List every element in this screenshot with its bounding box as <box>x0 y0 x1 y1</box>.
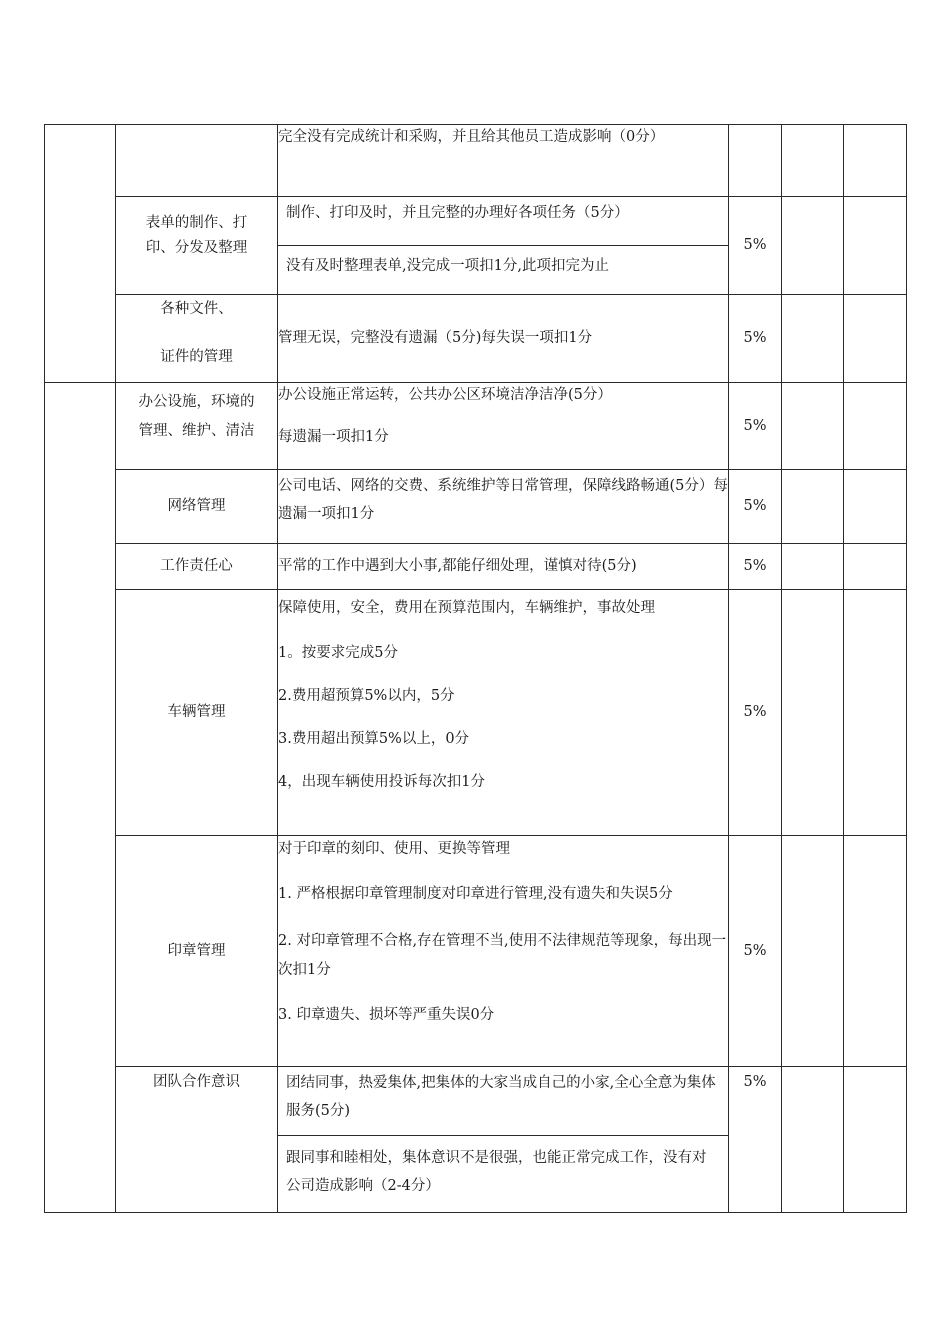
remark-cell <box>844 836 907 1067</box>
item-cell <box>116 125 278 197</box>
weight-cell <box>729 470 782 544</box>
item-label: 工作责任心 <box>160 558 233 574</box>
score-cell <box>782 836 844 1067</box>
item-cell <box>116 383 278 470</box>
item-label: 团队合作意识 <box>153 1074 240 1090</box>
table-row <box>45 125 907 197</box>
weight-cell <box>729 590 782 836</box>
remark-cell <box>844 470 907 544</box>
weight-cell <box>729 125 782 197</box>
item-label: 车辆管理 <box>167 704 226 720</box>
standard-text: 3. 印章遗失、损坏等严重失误0分 <box>278 1007 495 1023</box>
table-row <box>45 544 907 590</box>
weight-value: 5% <box>743 704 767 720</box>
standard-text: 办公设施正常运转，公共办公区环境洁净洁净(5分） <box>278 387 612 403</box>
assessment-table <box>44 124 907 1213</box>
table-row <box>45 470 907 544</box>
item-label: 网络管理 <box>167 498 226 514</box>
standard-cell <box>278 295 729 383</box>
item-label: 印章管理 <box>167 942 226 959</box>
score-cell <box>782 295 844 383</box>
weight-cell <box>729 544 782 590</box>
item-cell <box>116 1067 278 1213</box>
weight-value: 5% <box>743 558 767 574</box>
table-row <box>45 590 907 836</box>
table-row <box>45 197 907 295</box>
weight-cell <box>729 197 782 295</box>
standard-text: 4，出现车辆使用投诉每次扣1分 <box>278 774 485 790</box>
standard-cell <box>278 470 729 544</box>
table-row <box>45 836 907 1067</box>
item-cell <box>116 470 278 544</box>
score-cell <box>782 544 844 590</box>
weight-cell <box>729 1067 782 1213</box>
item-label-line: 管理、维护、清洁 <box>138 423 255 439</box>
weight-cell <box>729 295 782 383</box>
standard-cell <box>278 383 729 470</box>
remark-cell <box>844 1067 907 1213</box>
score-cell <box>782 383 844 470</box>
standard-text: 管理无误，完整没有遗漏（5分)每失误一项扣1分 <box>278 330 593 346</box>
remark-cell <box>844 590 907 836</box>
standard-cell <box>278 125 729 197</box>
weight-value: 5% <box>743 498 767 514</box>
standard-text: 2.费用超预算5%以内，5分 <box>278 688 455 704</box>
weight-cell <box>729 383 782 470</box>
score-cell <box>782 470 844 544</box>
category-cell <box>45 383 116 1213</box>
item-label-line: 印、分发及整理 <box>145 240 248 256</box>
score-cell <box>782 197 844 295</box>
standard-text: 制作、打印及时，并且完整的办理好各项任务（5分） <box>278 197 728 246</box>
standard-text: 2. 对印章管理不合格,存在管理不当,使用不法律规范等现象，每出现一次扣1分 <box>278 933 727 978</box>
standard-cell <box>278 1067 729 1213</box>
score-cell <box>782 1067 844 1213</box>
score-cell <box>782 590 844 836</box>
standard-text: 跟同事和睦相处，集体意识不是很强，也能正常完成工作，没有对公司造成影响（2-4分） <box>286 1150 707 1194</box>
item-cell <box>116 544 278 590</box>
remark-cell <box>844 197 907 295</box>
standard-text: 3.费用超出预算5%以上，0分 <box>278 731 470 747</box>
standard-cell <box>278 836 729 1067</box>
standard-text: 团结同事，热爱集体,把集体的大家当成自己的小家,全心全意为集体服务(5分) <box>278 1067 728 1136</box>
standard-cell <box>278 544 729 590</box>
standard-text: 1。按要求完成5分 <box>278 645 398 661</box>
item-label-line: 各种文件、 <box>160 301 233 317</box>
standard-text: 完全没有完成统计和采购，并且给其他员工造成影响（0分） <box>278 129 665 145</box>
table-row <box>45 295 907 383</box>
remark-cell <box>844 383 907 470</box>
standard-text: 平常的工作中遇到大小事,都能仔细处理，谨慎对待(5分) <box>278 558 637 574</box>
weight-value: 5% <box>743 237 767 253</box>
standard-text: 每遗漏一项扣1分 <box>278 429 389 445</box>
weight-value: 5% <box>743 942 767 959</box>
item-label-line: 表单的制作、打 <box>145 215 248 231</box>
remark-cell <box>844 544 907 590</box>
item-cell <box>116 197 278 295</box>
item-label-line: 办公设施，环境的 <box>138 394 255 410</box>
standard-text: 1. 严格根据印章管理制度对印章进行管理,没有遗失和失误5分 <box>278 886 673 902</box>
standard-text: 对于印章的刻印、使用、更换等管理 <box>278 841 510 857</box>
standard-cell <box>278 197 729 295</box>
weight-cell <box>729 836 782 1067</box>
table-row <box>45 1067 907 1213</box>
item-cell <box>116 295 278 383</box>
category-cell <box>45 125 116 383</box>
standard-text: 保障使用，安全，费用在预算范围内，车辆维护，事故处理 <box>278 600 655 616</box>
remark-cell <box>844 125 907 197</box>
item-label-line: 证件的管理 <box>160 349 233 365</box>
weight-value: 5% <box>743 330 767 346</box>
item-cell <box>116 836 278 1067</box>
weight-value: 5% <box>743 1074 767 1090</box>
standard-text: 公司电话、网络的交费、系统维护等日常管理，保障线路畅通(5分）每遗漏一项扣1分 <box>278 478 728 522</box>
standard-text: 没有及时整理表单,没完成一项扣1分,此项扣完为止 <box>286 258 609 274</box>
item-cell <box>116 590 278 836</box>
score-cell <box>782 125 844 197</box>
weight-value: 5% <box>743 417 767 434</box>
standard-cell <box>278 590 729 836</box>
table-row <box>45 383 907 470</box>
remark-cell <box>844 295 907 383</box>
